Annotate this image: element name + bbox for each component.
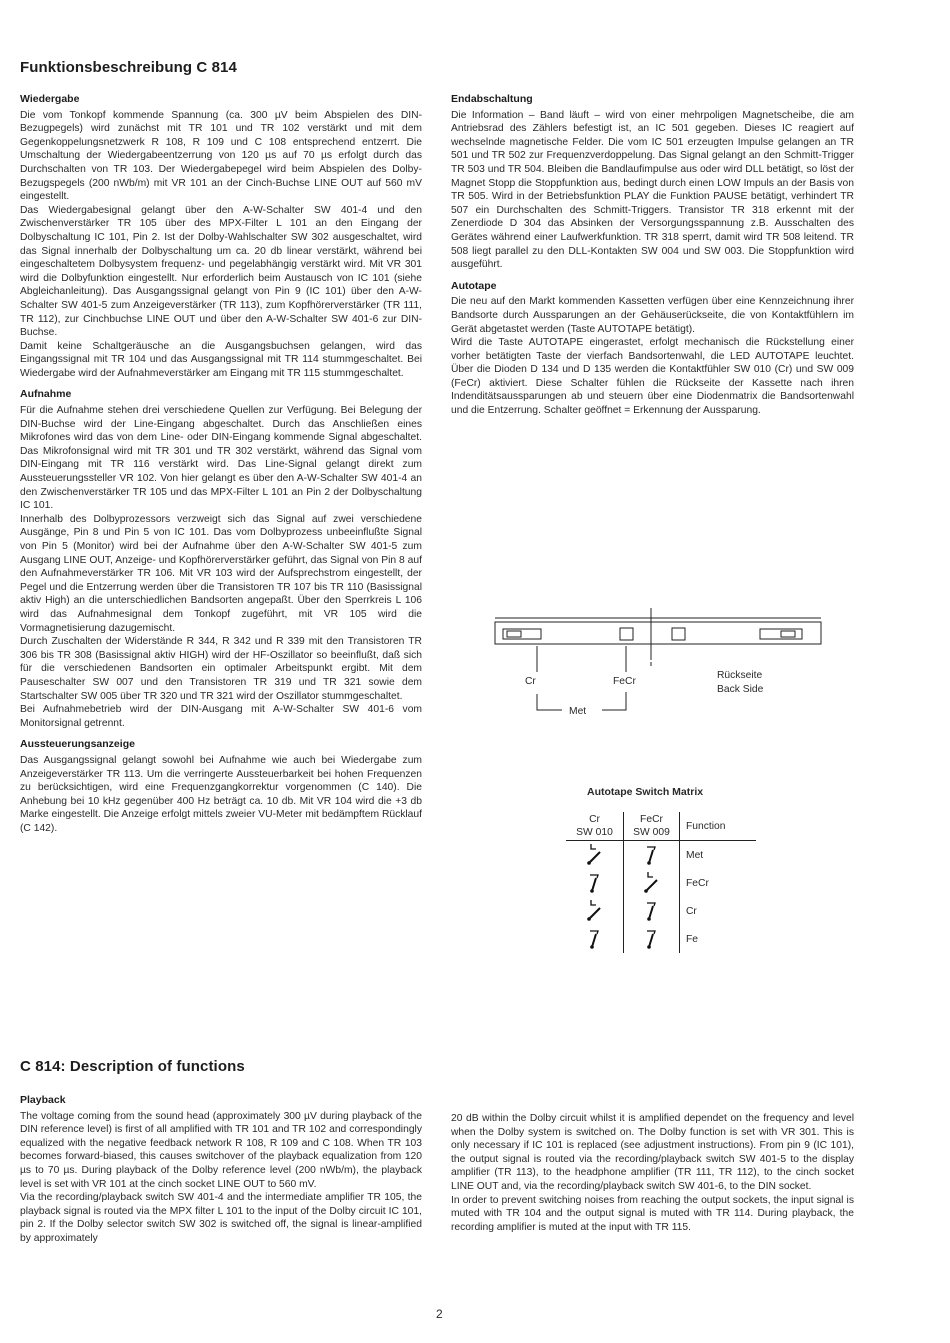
sw009-state [624, 897, 680, 925]
section [20, 738, 422, 835]
sw010-state [566, 869, 624, 897]
german-title: Funktionsbeschreibung C 814 [20, 59, 237, 76]
section-heading: Aussteuerungsanzeige [20, 738, 135, 751]
switch-closed-icon [642, 842, 662, 866]
paragraph: Das Ausgangssignal gelangt sowohl bei Aufnahme wie auch bei Wiedergabe zum Anzeigeverstärker TR 113. Um die verringerte Aussteuerbarkeit bei hohen Frequenzen zu berücksichtigen, wird eine Frequenzgangkorrektur vorgenommen (C 140). Die Anhebung bei 10 kHz gegenüber 400 Hz beträgt ca. 10 db. Mit VR 104 wird die +3 db Marke eingestellt. Die Anzeige erfolgt mittels zweier VU-Meter mit bedämpftem Rücklauf (C 142). [20, 754, 422, 834]
english-title: C 814: Description of functions [20, 1058, 245, 1075]
function-value: Met [686, 849, 704, 861]
sw010-state [566, 925, 624, 953]
page-number: 2 [436, 1307, 443, 1321]
section-heading: Aufnahme [20, 388, 72, 401]
sw010-state [566, 897, 624, 925]
switch-closed-icon [585, 870, 605, 894]
paragraph: Die vom Tonkopf kommende Spannung (ca. 300 µV beim Abspielen des DIN-Bezugpegels) wird zunächst mit TR 101 und TR 102 verstärkt und mit dem Gegenkoppelungsnetzwerk R 108, R 109 und C 108 entsprechend entzerrt. Die Umschaltung der Wiedergabeentzerrung von 120 µs auf 70 µs erfolgt durch das Durchschalten von TR 103. Der Wiedergabepegel wird beim Abspielen des Dolby-Bezugspegels (200 nWb/m) mit VR 101 an der Cinch-Buchse LINE OUT auf 560 mV eingestellt. [20, 109, 422, 203]
paragraph: Für die Aufnahme stehen drei verschiedene Quellen zur Verfügung. Bei Belegung der DIN-Buchse wird der Line-Eingang abgeschaltet. Durch das Anschließen eines Mikrofones wird das von dem Line- oder DIN-Eingang kommende Signal abgeschaltet. Das Mikrofonsignal wird mit TR 301 und TR 302 verstärkt, während das Signal vom DIN-Eingang mit TR 116 verstärkt wird. Das Line-Signal gelangt direkt zum Aussteuerungssteller VR 102. Von hier gelangt es über den A-W-Schalter SW 401-4 an den Zwischenverstärker TR 105 und das MPX-Filter L 101 an Pin 2 der Dolbyschaltung IC 101. [20, 405, 422, 512]
paragraph: Bei Aufnahmebetrieb wird der DIN-Ausgang mit A-W-Schalter SW 401-6 vom Monitorsignal getrennt. [20, 704, 422, 729]
matrix-row [566, 869, 756, 897]
header-cr-label: Cr [589, 814, 600, 825]
matrix-row [566, 897, 756, 925]
sw010-state [566, 841, 624, 870]
section-heading: Wiedergabe [20, 93, 80, 105]
label-cr: Cr [525, 676, 536, 687]
cassette-back-side-diagram [494, 602, 824, 722]
header-fecr-label: FeCr [640, 814, 663, 825]
english-paragraph: The voltage coming from the sound head (approximately 300 µV during playback of the DIN reference level) is first of all amplified with TR 101 and TR 102 and correspondingly equalized with the negative feedback network R 108, R 109 and C 108. When TR 103 becomes forward-biased, this causes switchover of the playback equalization from 120 µs to 70 µs. During playback of the Dolby reference level (200 nWb/m), the playback level is set with VR 101 at the cinch socket LINE OUT to 560 mV. [20, 1110, 422, 1190]
switch-open-icon [585, 842, 605, 866]
notch-cr [672, 628, 685, 640]
paragraph: Innerhalb des Dolbyprozessors verzweigt sich das Signal auf zwei verschiedene Ausgänge, Pin 8 und Pin 5 von IC 101. Das vom Dolbyprozess unbeeinflußte Signal von Pin 5 (Monitor) wird bei der Aufnahme über den A-W-Schalter SW 401-5 zum Ausgang LINE OUT, Anzeige- und Kopfhörerverstärker geführt, das Signal von Pin 8 auf den Aufnahmeverstärker TR 106. Mit VR 103 wird der Aufsprechstrom eingestellt, der Pegel und die Entzerrung werden über die Transistoren TR 107 bis TR 110 (Basissignal aktiv High) an die unterschiedlichen Bandsorten angepaßt. Über den Sperrkreis L 106 wird das Aufnahmesignal dem Tonkopf zugeführt, mit VR 105 wird die Vormagnetisierung dazugemischt. [20, 513, 422, 634]
section [20, 93, 422, 380]
switch-matrix-table [566, 812, 756, 953]
english-right-column [451, 1112, 854, 1234]
german-left-column [20, 93, 422, 835]
switch-closed-icon [642, 898, 662, 922]
autotape-switch-matrix [566, 812, 756, 953]
function-value: Fe [686, 933, 699, 945]
section [451, 280, 854, 418]
label-back-side-de: Rückseite [717, 670, 763, 681]
german-right-column [451, 93, 854, 418]
section [451, 93, 854, 272]
function-value: Cr [686, 905, 697, 917]
header-fecr [624, 812, 680, 841]
english-left-column [20, 1094, 422, 1246]
english-paragraph: In order to prevent switching noises from reaching the output sockets, the input signal is muted with TR 104 and the output signal is muted with TR 114. During playback, the recording amplifier is muted at the input with TR 115. [451, 1194, 854, 1233]
sw009-state [624, 925, 680, 953]
matrix-row [566, 925, 756, 953]
sw009-state [624, 841, 680, 870]
paragraph: Das Wiedergabesignal gelangt über den A-W-Schalter SW 401-4 und den Zwischenverstärker TR 105 über des MPX-Filter L 101 an den Eingang der Dolbyschaltung IC 101, Pin 2. Ist der Dolby-Wahlschalter SW 302 ausgeschaltet, wird das Signal innerhalb der Dolbyschaltung um ca. 20 db linear verstärkt, während bei eingeschaltetem Dolbysystem frequenz- und pegelabhängig verstärkt wird. Mit VR 301 wird die Dolbyfunktion eingestellt. Nur erforderlich beim Austausch von IC 101 (siehe Abgleichanleitung). Das Ausgangssignal gelangt von Pin 9 (IC 101) über den A-W-Schalter SW 401-5 zum Anzeigeverstärker (TR 113), zum Kopfhörerverstärker (TR 111, TR 112), zur Cinchbuchse LINE OUT und über den A-W-Schalter SW 401-6 zur DIN-Buchse. [20, 204, 422, 339]
switch-closed-icon [585, 926, 605, 950]
label-met: Met [569, 706, 587, 717]
switch-open-icon [642, 870, 662, 894]
section [20, 388, 422, 730]
cassette-outline [495, 622, 821, 644]
label-fecr: FeCr [613, 676, 636, 687]
paragraph: Durch Zuschalten der Widerstände R 344, R 342 und R 339 mit den Transistoren TR 306 bis TR 308 (Basissignal aktiv HIGH) wird der HF-Oszillator so beeinflußt, daß sich für die verschiedenen Bandsorten ein optimaler Arbeitspunkt ergibt. Mit dem Pauseschalter SW 007 und den Transistoren TR 319 und TR 321 sowie dem Startschalter SW 005 über TR 320 und TR 321 wird der Oszillator stummgeschaltet. [20, 636, 422, 702]
paragraph: Die Information – Band läuft – wird von einer mehrpoligen Magnetscheibe, die am Antriebsrad des Zählers befestigt ist, an IC 501 gegeben. Dieses IC reagiert auf wechselnde magnetische Felder. Die vom IC 501 erzeugten Impulse gelangen an TR 501 und TR 502 zur Frequenzverdoppelung. Das Signal gelangt an den Schmitt-Trigger TR 503 und TR 504. Bleiben die Bandlaufimpulse aus oder wird DLL betätigt, so löst der Magnet Stopp die Stoppfunktion aus, bedingt durch einen LOW Impuls an der Basis von TR 505. Wird in der Betriebsfunktion PLAY die Funktion PAUSE betätigt, verhindert TR 507 ein Durchschalten des Schmitt-Triggers. Transistor TR 318 erkennt mit der Zenerdiode D 304 das Absinken der Versorgungsspannung z.B. Ausschalten des Gerätes während einer Laufwerkfunktion. TR 318 sperrt, damit wird TR 508 leitend. TR 508 liegt parallel zu den DLL-Kontakten SW 004 und SW 003. Die Stoppfunktion wird ausgeführt. [451, 109, 854, 271]
matrix-title: Autotape Switch Matrix [587, 786, 704, 798]
english-heading-playback: Playback [20, 1094, 66, 1106]
matrix-header-row [566, 812, 756, 841]
label-back-side-en: Back Side [717, 684, 764, 695]
section-heading: Endabschaltung [451, 93, 533, 105]
matrix-row [566, 841, 756, 870]
header-sw009-label: SW 009 [633, 827, 670, 838]
english-paragraph: 20 dB within the Dolby circuit whilst it is amplified dependet on the frequency and level when the Dolby system is switched on. The Dolby function is set with VR 301. This is only necessary if IC 101 is replaced (see adjustment instructions). From pin 9 (IC 101), the output signal is routed via the recording/playback switch SW 401-5 to the display amplifier (TR 113), to the headphone amplifier (TR 111, TR 112), to the cinch socket LINE OUT and, via the recording/playback switch SW 401-6, to the DIN socket. [451, 1113, 854, 1192]
paragraph: Damit keine Schaltgeräusche an die Ausgangsbuchsen gelangen, wird das Eingangssignal mit TR 104 und das Ausgangssignal mit TR 114 stummgeschaltet. Bei Wiedergabe wird der Aufnahmeverstärker am Eingang mit TR 115 stummgeschaltet. [20, 340, 422, 379]
switch-open-icon [585, 898, 605, 922]
header-cr [566, 812, 624, 841]
sw009-state [624, 869, 680, 897]
notch-fecr [620, 628, 633, 640]
header-sw010-label: SW 010 [576, 827, 613, 838]
paragraph: Wird die Taste AUTOTAPE eingerastet, erfolgt mechanisch die Rückstellung einer vorher betätigten Taste der vierfach Bandsortenwahl, die LED AUTOTAPE leuchtet. Über die Dioden D 134 und D 135 werden die Kontaktfühler SW 010 (Cr) und SW 009 (FeCr) aktiviert. Diese Schalter fühlen die Rückseite der Kassette nach ihren Indenditätsaussparungen ab und steuern über eine Diodenmatrix die Bandsortenwahl und die Entzerrung. Schalter geöffnet = Erkennung der Aussparung. [451, 337, 854, 417]
paragraph: Die neu auf den Markt kommenden Kassetten verfügen über eine Kennzeichnung ihrer Bandsorte durch Aussparungen an der Gehäuserückseite, die von Kontaktfühlern im Gerät abgetastet werden (Taste AUTOTAPE betätigt). [451, 296, 854, 335]
switch-closed-icon [642, 926, 662, 950]
header-function: Function [680, 812, 757, 841]
english-paragraph: Via the recording/playback switch SW 401-4 and the intermediate amplifier TR 105, the playback signal is routed via the MPX filter L 101 to the input of the Dolby circuit IC 101, pin 2. If the Dolby selector switch SW 302 is switched off, the signal is linear-amplified by approximately [20, 1192, 422, 1244]
function-value: FeCr [686, 877, 709, 889]
section-heading: Autotape [451, 279, 497, 292]
met-bracket [537, 694, 562, 710]
